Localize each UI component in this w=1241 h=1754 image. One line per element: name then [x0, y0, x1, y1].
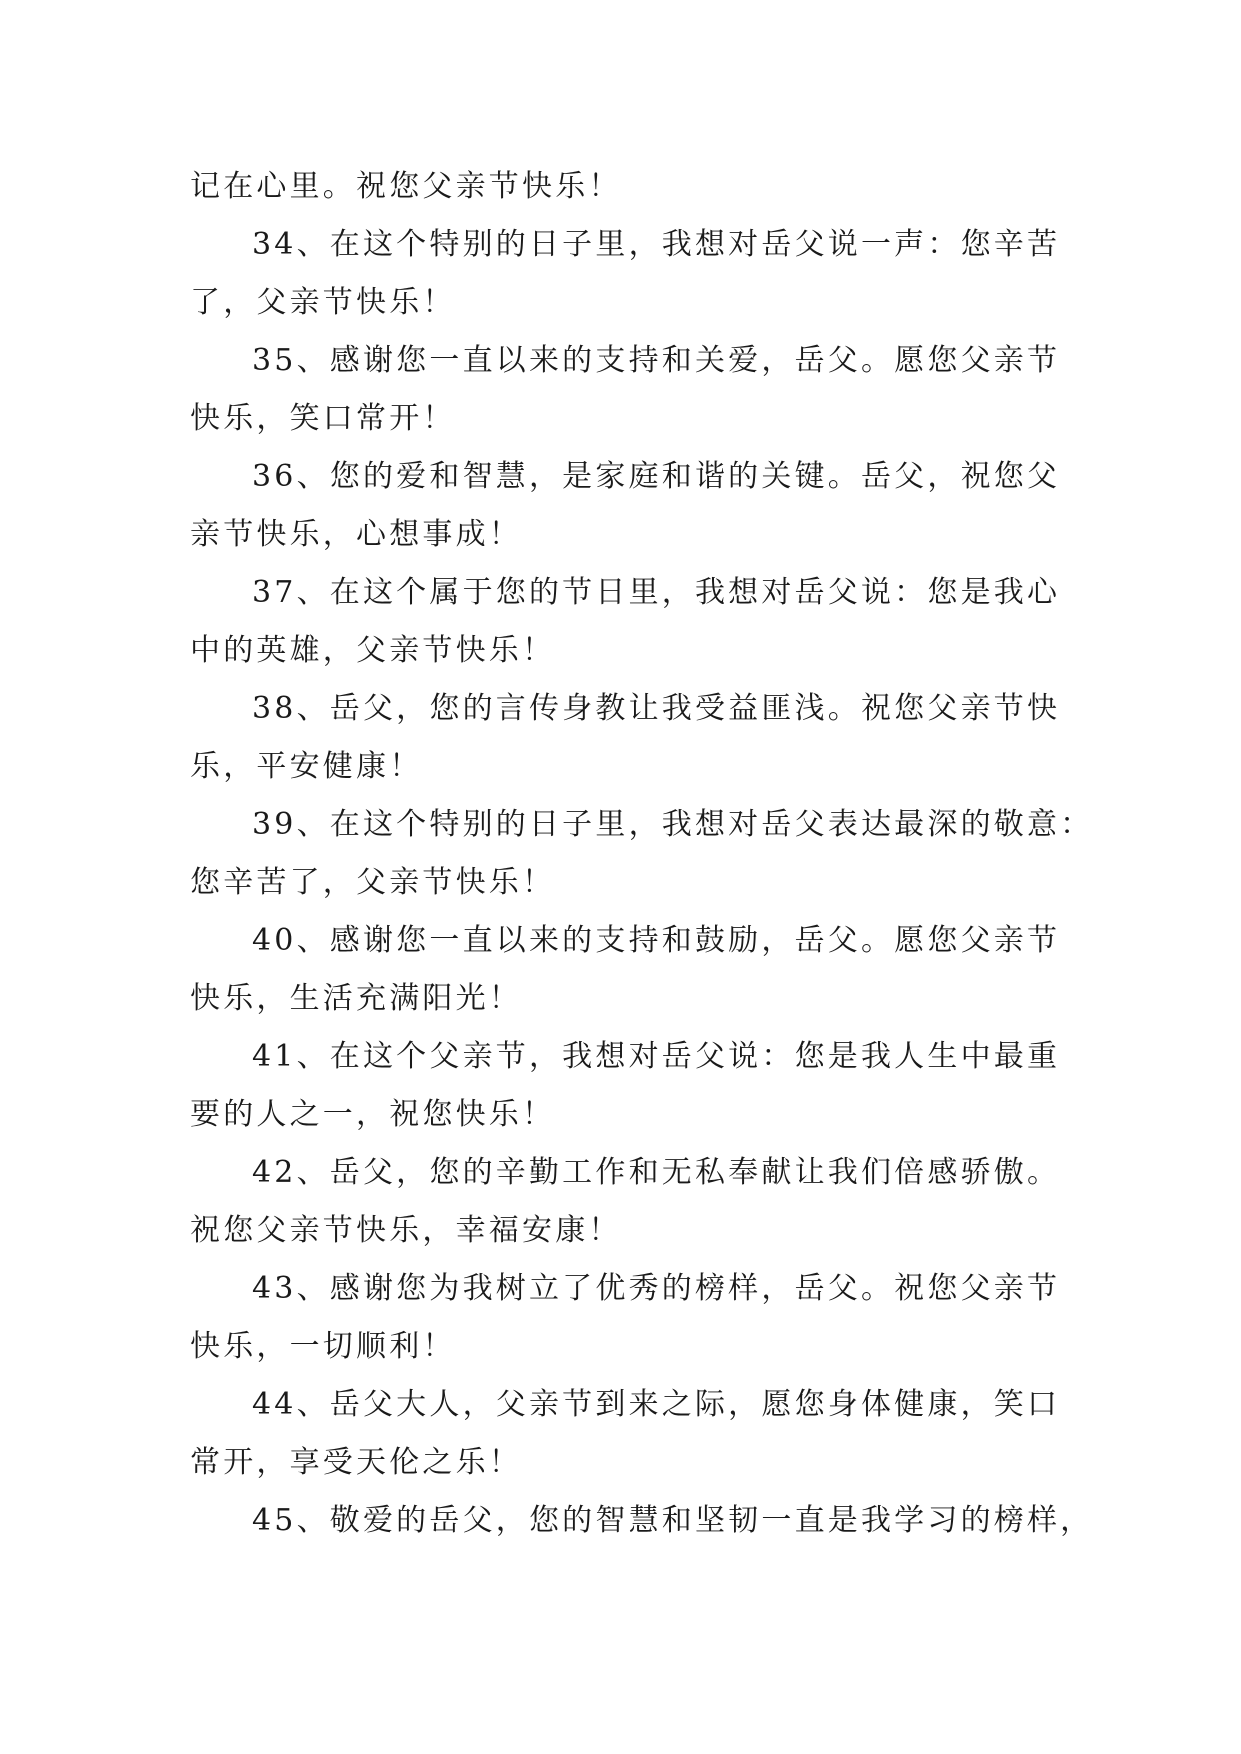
paragraph-first-line: 37、在这个属于您的节日里，我想对岳父说：您是我心	[252, 575, 1061, 610]
paragraph-first-line: 40、感谢您一直以来的支持和鼓励，岳父。愿您父亲节	[252, 923, 1061, 958]
paragraph-first-line: 45、敬爱的岳父，您的智慧和坚韧一直是我学习的榜样，	[252, 1503, 1094, 1538]
paragraph-first-line: 38、岳父，您的言传身教让我受益匪浅。祝您父亲节快	[252, 691, 1061, 726]
paragraph-first-line: 41、在这个父亲节，我想对岳父说：您是我人生中最重	[252, 1039, 1061, 1074]
paragraph-continuation-line: 快乐，生活充满阳光！	[190, 981, 522, 1016]
paragraph-first-line: 35、感谢您一直以来的支持和关爱，岳父。愿您父亲节	[252, 343, 1061, 378]
paragraph-first-line: 43、感谢您为我树立了优秀的榜样，岳父。祝您父亲节	[252, 1271, 1061, 1306]
paragraph-continuation-line: 记在心里。祝您父亲节快乐！	[190, 169, 622, 204]
paragraph-continuation-line: 常开，享受天伦之乐！	[190, 1445, 522, 1480]
paragraph-continuation-line: 您辛苦了，父亲节快乐！	[190, 865, 556, 900]
paragraph-continuation-line: 祝您父亲节快乐，幸福安康！	[190, 1213, 622, 1248]
paragraph-continuation-line: 要的人之一，祝您快乐！	[190, 1097, 556, 1132]
paragraph-continuation-line: 快乐，笑口常开！	[190, 401, 456, 436]
paragraph-continuation-line: 亲节快乐，心想事成！	[190, 517, 522, 552]
paragraph-continuation-line: 乐，平安健康！	[190, 749, 423, 784]
paragraph-first-line: 39、在这个特别的日子里，我想对岳父表达最深的敬意：	[252, 807, 1094, 842]
paragraph-first-line: 36、您的爱和智慧，是家庭和谐的关键。岳父，祝您父	[252, 459, 1061, 494]
paragraph-continuation-line: 中的英雄，父亲节快乐！	[190, 633, 556, 668]
paragraph-first-line: 34、在这个特别的日子里，我想对岳父说一声：您辛苦	[252, 227, 1061, 262]
paragraph-first-line: 44、岳父大人，父亲节到来之际，愿您身体健康，笑口	[252, 1387, 1061, 1422]
paragraph-continuation-line: 了，父亲节快乐！	[190, 285, 456, 320]
document-body	[190, 158, 1094, 1550]
paragraph-continuation-line: 快乐，一切顺利！	[190, 1329, 456, 1364]
paragraph-first-line: 42、岳父，您的辛勤工作和无私奉献让我们倍感骄傲。	[252, 1155, 1061, 1190]
